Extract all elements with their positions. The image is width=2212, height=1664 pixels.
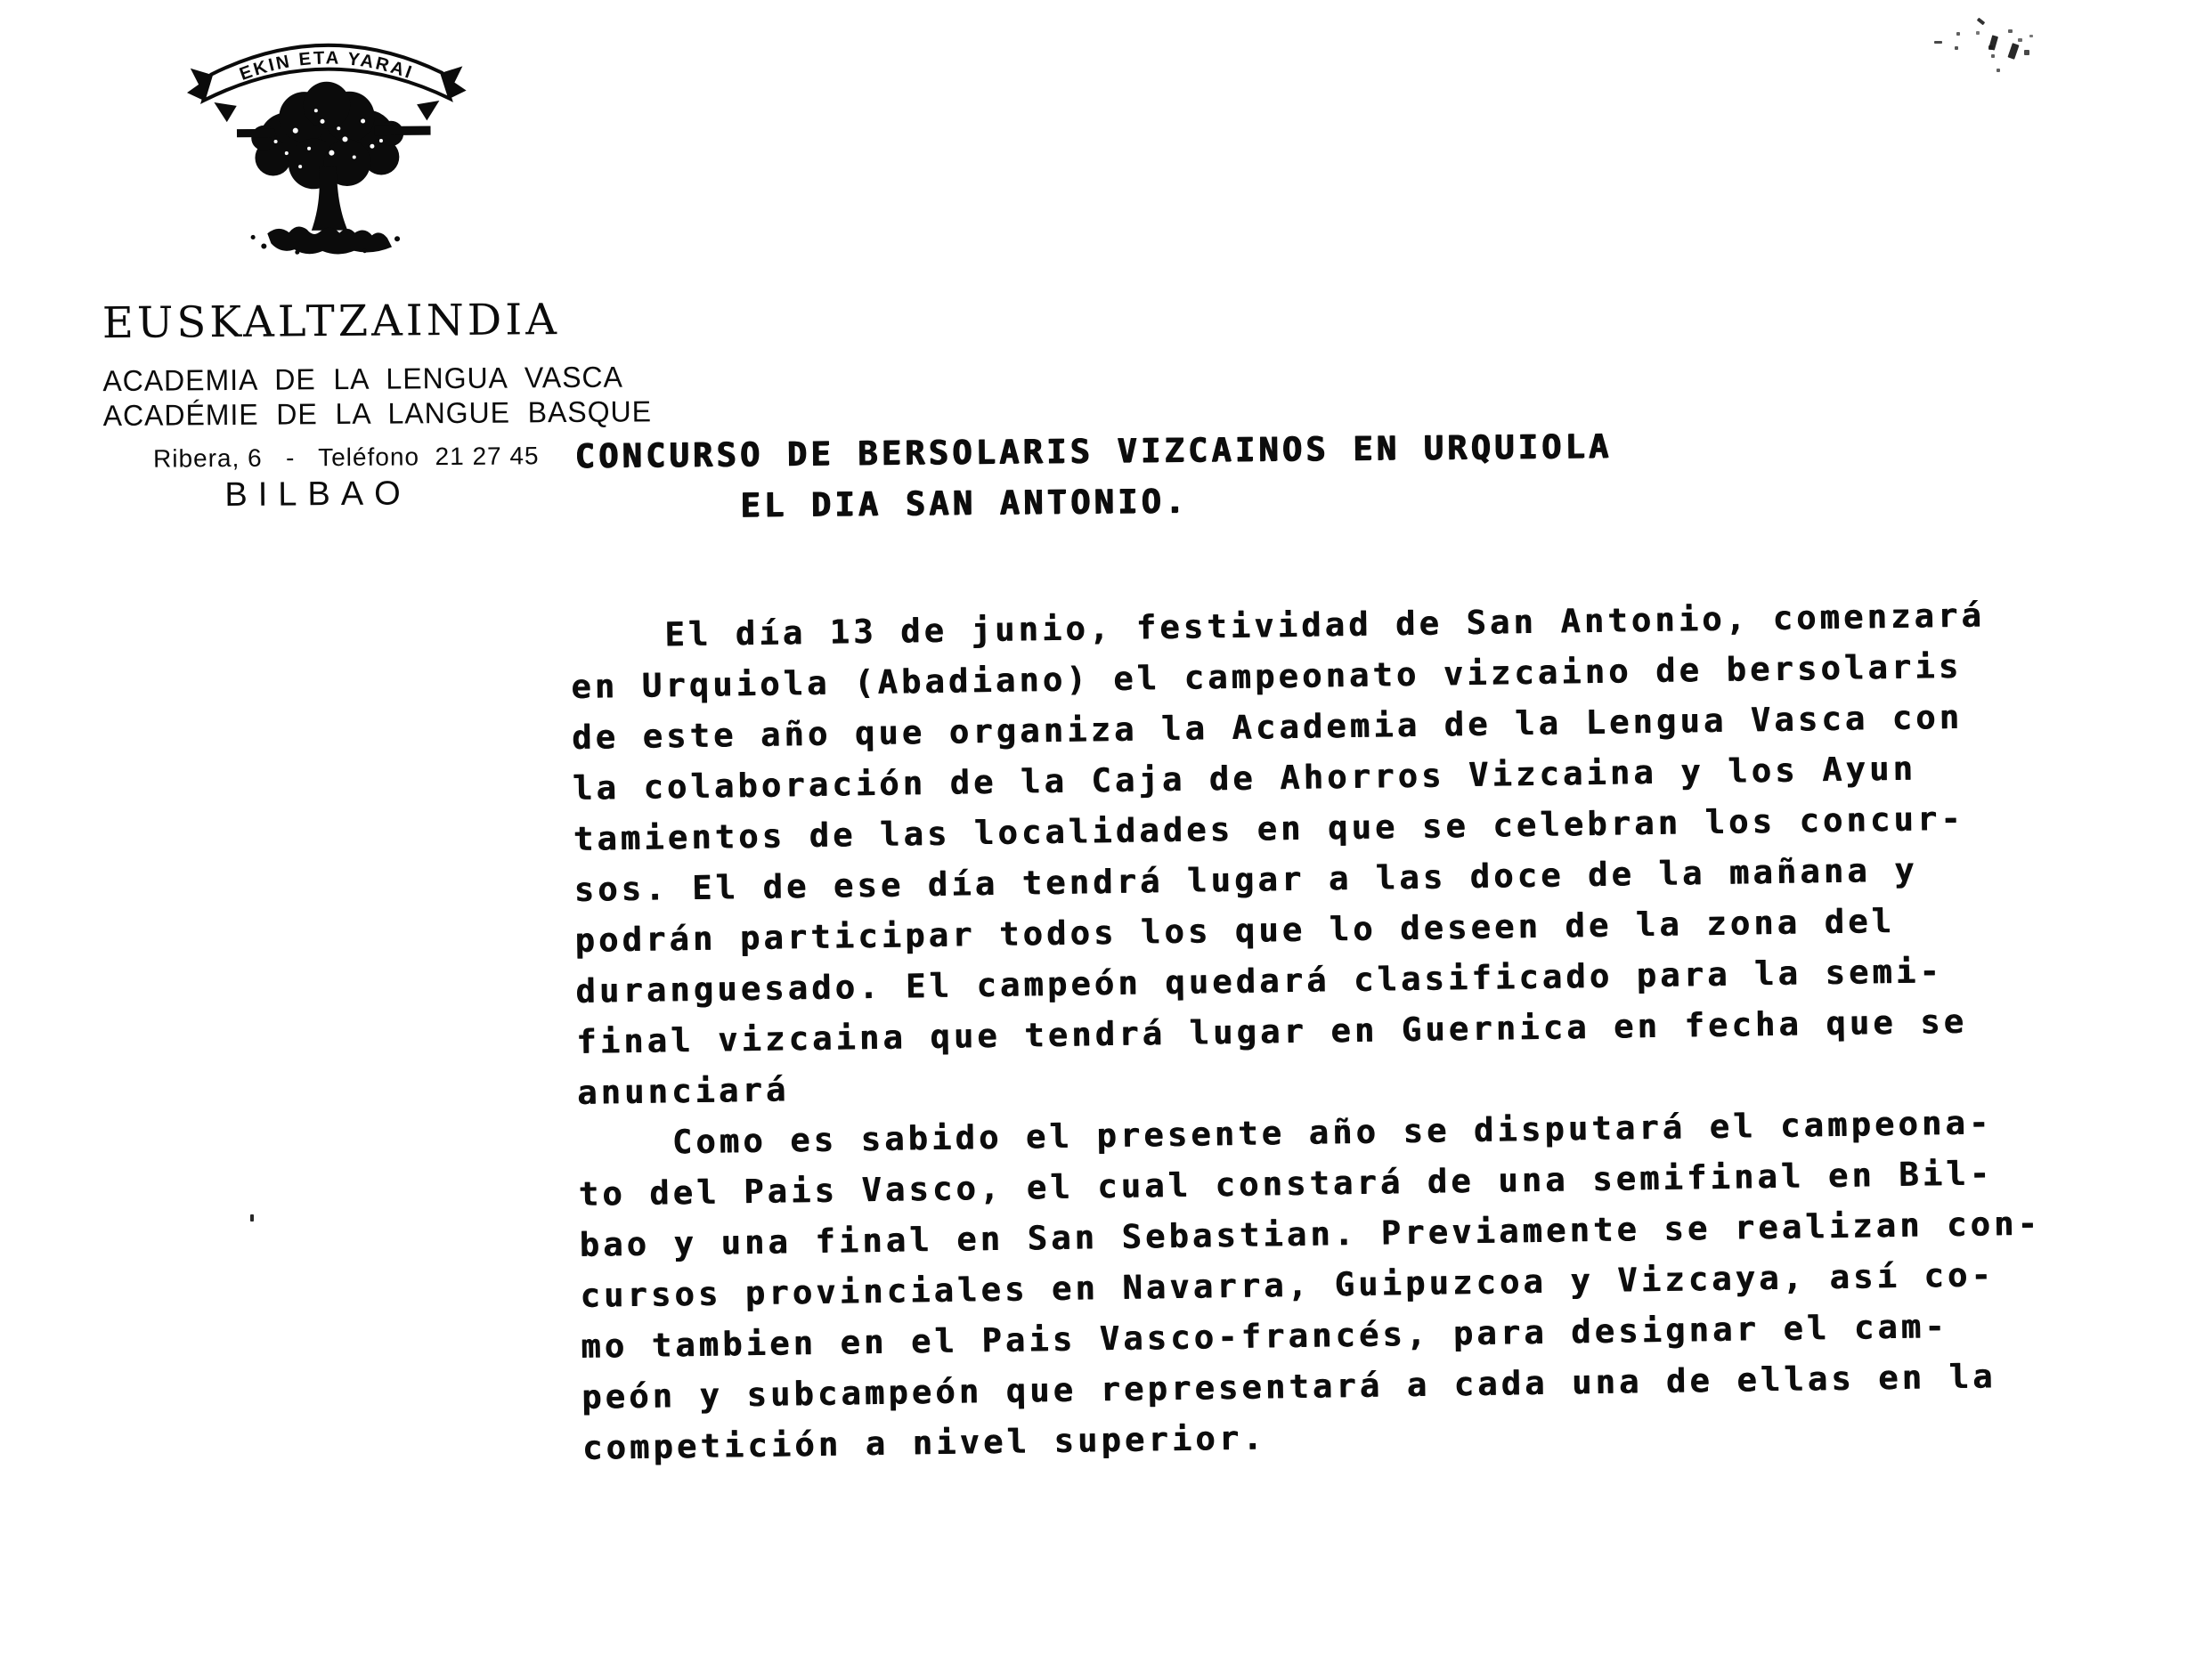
body-line: anunciará (576, 1070, 790, 1112)
body-line: mo tambien en el Pais Vasco-francés, para designar el cam- (580, 1307, 1949, 1366)
body-line: to del Pais Vasco, el cual constará de una semifinal en Bil- (578, 1154, 1994, 1214)
body-line: Como es sabido el presente año se disputará el campeona- (577, 1103, 1993, 1163)
body-line: en Urquiola (Abadiano) el campeonato vizcaino de bersolaris (570, 646, 1963, 706)
academy-name: EUSKALTZAINDIA (102, 295, 561, 349)
academy-subtitle-french: ACADÉMIE DE LA LANGUE BASQUE (102, 394, 653, 433)
title-line-1: CONCURSO DE BERSOLARIS VIZCAINOS EN URQUIOLA (574, 426, 1613, 475)
body-line: competición a nivel superior. (581, 1418, 1266, 1467)
title-line-2: EL DIA SAN ANTONIO. (574, 482, 1189, 526)
body-line: tamientos de las localidades en que se celebran los concur- (573, 799, 1965, 858)
body-line: cursos provinciales en Navarra, Guipuzcoa y Vizcaya, así co- (580, 1255, 1996, 1315)
banner-right-tail (417, 101, 439, 120)
body-line: podrán participar todos los que lo deseen de la zona del (574, 901, 1896, 960)
body-line: sos. El de ese día tendrá lugar a las doce de la mañana y (573, 850, 1918, 909)
banner-left-tail (214, 102, 236, 122)
motto-textpath: EKIN ETA YARAI (237, 48, 417, 85)
body-line: El día 13 de junio, festividad de San Antonio, comenzará (570, 596, 1986, 655)
address-line: Ribera, 6 - Teléfono 21 27 45 (152, 442, 540, 473)
academy-subtitle-spanish: ACADEMIA DE LA LENGUA VASCA (102, 360, 624, 398)
body-line: la colaboración de la Caja de Ahorros Vizcaina y los Ayun (572, 749, 1917, 808)
body-line: duranguesado. El campeón quedará clasificado para la semi- (575, 952, 1944, 1011)
body-line: peón y subcampeón que representará a cada una de ellas en la (581, 1357, 1996, 1416)
academy-tree-logo-icon (185, 30, 468, 262)
city-line: BILBAO (224, 475, 411, 515)
document-body (570, 589, 2045, 1473)
document-title (574, 421, 1613, 532)
body-line: final vizcaina que tendrá lugar en Guernica en fecha que se (575, 1002, 1968, 1061)
pencil-smudge (1928, 16, 2044, 78)
body-line: bao y una final en San Sebastian. Previamente se realizan con- (579, 1204, 2042, 1264)
tree-roots (251, 226, 401, 256)
ink-speck (250, 1214, 254, 1222)
body-line: de este año que organiza la Academia de la Lengua Vasca con (571, 697, 1964, 757)
